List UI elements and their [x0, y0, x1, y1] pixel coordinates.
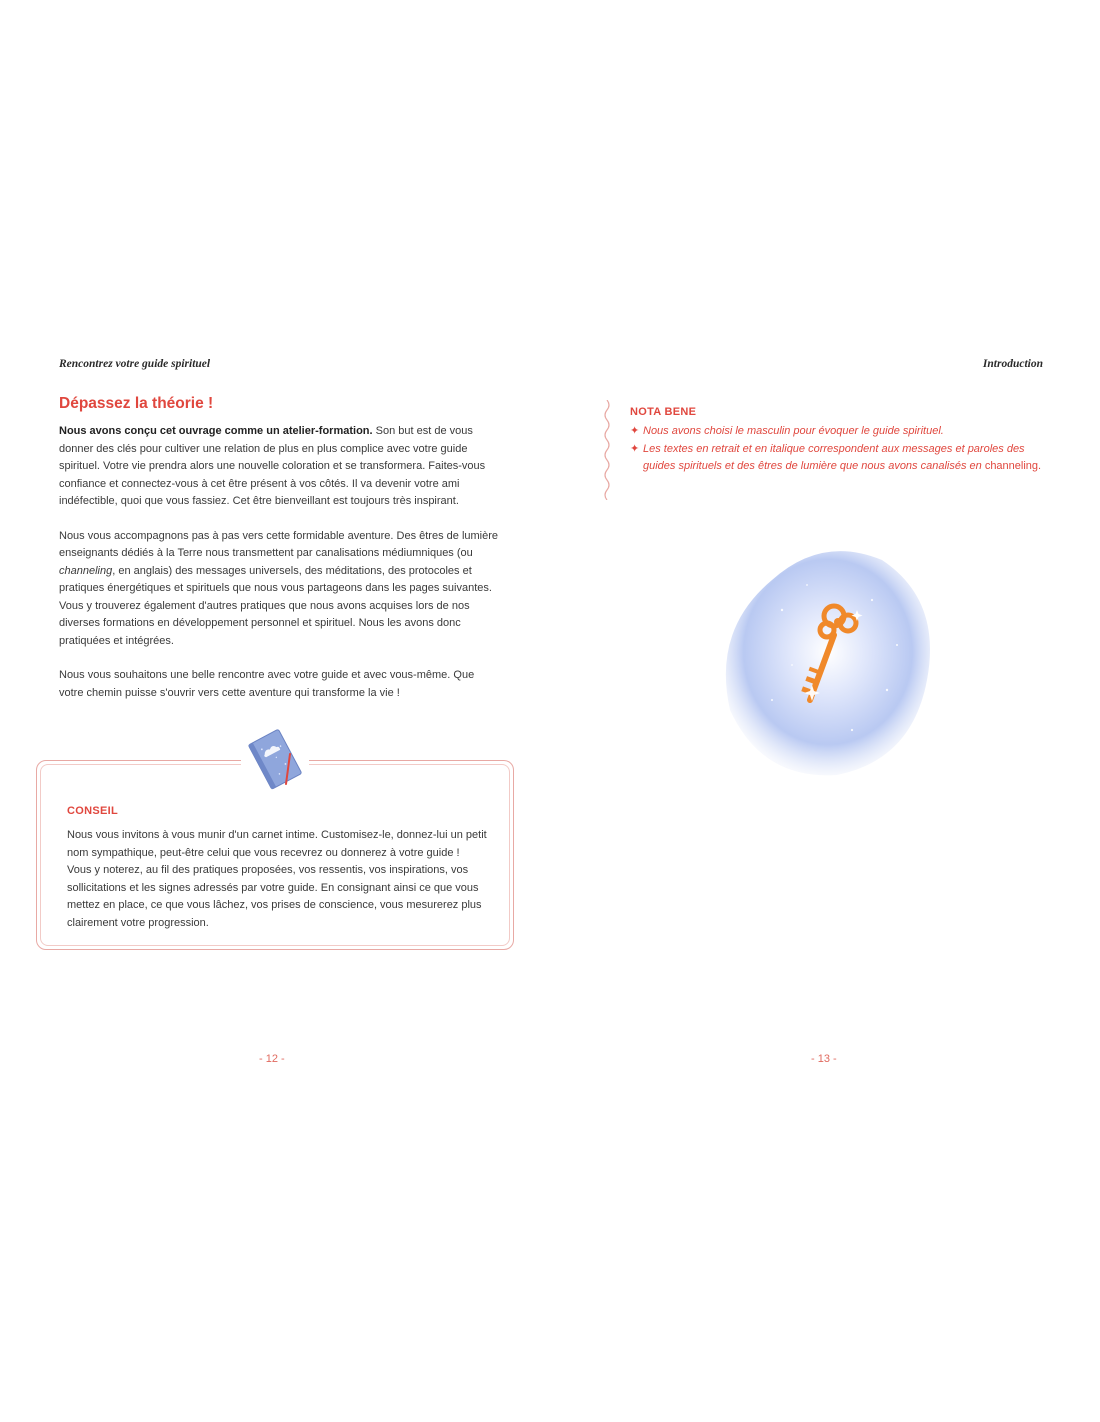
paragraph-1-text: Son but est de vous donner des clés pour cultiver une relation de plus en plus complice avec votre guide spirituel. Votre vie prendra alors une nouvelle coloration et se transformera. Faites-vous confiance et connectez-vous à cet être présent à vos côtés. Il va devenir votre ami indéfectible, quoi que vous fassiez. Cet être bienveillant est toujours très inspirant. [59, 425, 486, 507]
nota-bene-item-2-normal: channeling. [984, 460, 1042, 472]
nota-bene-wave-border [600, 400, 614, 500]
paragraph-2 [59, 528, 499, 651]
paragraph-2-text-b: , en anglais) des messages universels, des méditations, des protocoles et pratiques énergétiques et spirituels que nous vous partageons dans les pages suivantes. Vous y trouverez également d'autres pratiques que nous avons acquises lors de nos diverses formations en développement personnel et spirituel. Nous les avons donc pratiquées et intégrées. [59, 564, 492, 647]
notebook-icon [245, 728, 307, 794]
running-head-right: Introduction [982, 358, 1043, 370]
paragraph-3: Nous vous souhaitons une belle rencontre avec votre guide et avec vous-même. Que votre chemin puisse s'ouvrir vers cette aventure qui transforme la vie ! [59, 669, 475, 699]
section-title: Dépassez la théorie ! [59, 395, 214, 412]
page-number-right: - 13 - [811, 1053, 837, 1065]
nota-bene-item-1-text: Nous avons choisi le masculin pour évoquer le guide spirituel. [643, 425, 944, 437]
golden-key-icon [712, 540, 942, 780]
conseil-content [67, 805, 487, 932]
nota-bene [630, 406, 1050, 476]
paragraph-2-text-a: Nous vous accompagnons pas à pas vers cette formidable aventure. Des êtres de lumière enseignants dédiés à la Terre nous transmettent par canalisations médiumniques (ou [59, 529, 499, 559]
running-head-left: Rencontrez votre guide spirituel [59, 358, 211, 370]
conseil-title: CONSEIL [67, 805, 118, 817]
conseil-text: Nous vous invitons à vous munir d'un carnet intime. Customisez-le, donnez-lui un petit nom sympathique, peut-être celui que vous recevrez ou donnerez à votre guide ! Vous y noterez, au fil des pratiques proposées, vos ressentis, vos inspirations, vos sollicitations et les signes adressés par votre guide. En consignant ainsi ce que vous mettez en place, ce que vous lâchez, vos prises de conscience, vous mesurerez plus clairement votre progression. [67, 829, 487, 929]
nota-bene-title: NOTA BENE [630, 406, 697, 418]
paragraph-1 [59, 423, 499, 511]
page-number-left: - 12 - [259, 1053, 285, 1065]
star-bullet-icon: ✦ [630, 425, 640, 437]
paragraph-2-italic: channeling [59, 564, 113, 577]
paragraph-1-bold: Nous avons conçu cet ouvrage comme un atelier-formation. [59, 425, 373, 437]
nota-bene-item-2 [630, 441, 1050, 476]
left-page-content [59, 395, 499, 719]
nota-bene-item-1 [630, 423, 1050, 441]
star-bullet-icon: ✦ [630, 442, 640, 455]
nota-bene-item-2-italic: Les textes en retrait et en italique correspondent aux messages et paroles des guides spirituels et des êtres de lumière que nous avons canalisés en [643, 442, 1025, 472]
